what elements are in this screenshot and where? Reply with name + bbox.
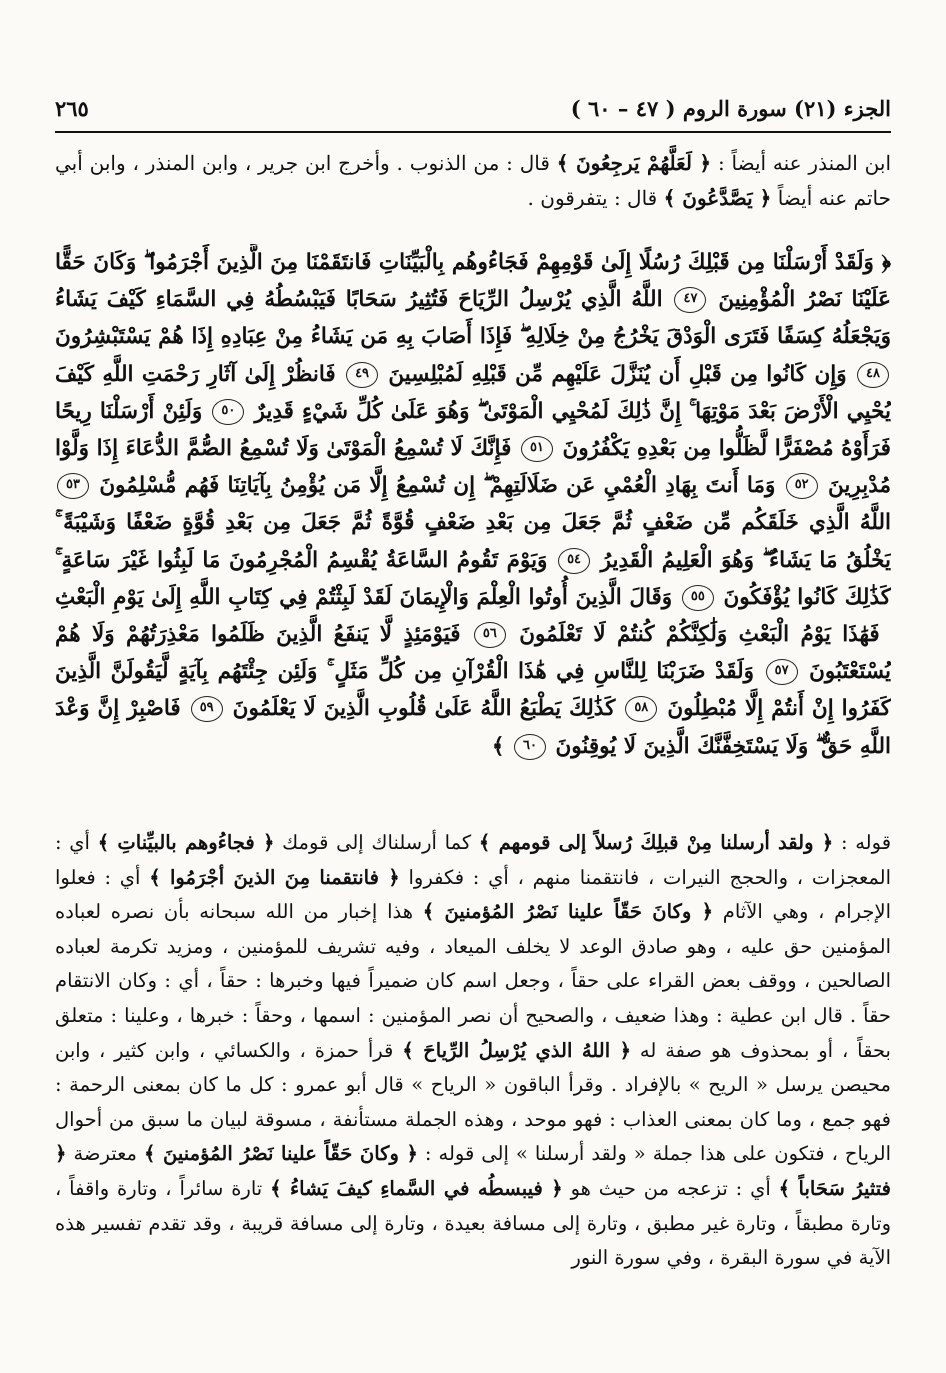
ayah-number-marker: ٥٣ xyxy=(57,473,89,499)
commentary-text: معترضة xyxy=(73,1142,137,1166)
header-rule xyxy=(55,131,891,133)
ayah-text: وَإِن كَانُوا مِن قَبْلِ أَن يُنَزَّلَ عَلَيْهِم مِّن قَبْلِهِ لَمُبْلِسِينَ xyxy=(388,361,847,387)
ayah-number-marker: ٥٦ xyxy=(474,622,506,648)
commentary-block xyxy=(55,826,891,1306)
ayah-number-marker: ٥٧ xyxy=(766,659,798,685)
ayah-text: وَقَالَ الَّذِينَ أُوتُوا الْعِلْمَ وَالْإِيمَانَ لَقَدْ لَبِثْتُمْ فِي كِتَابِ اللَّهِ إِلَىٰ يَوْمِ الْبَعْثِ ۖ فَهَٰذَا يَوْمُ الْبَعْثِ وَلَٰكِنَّكُمْ كُنتُمْ لَا تَعْلَمُونَ xyxy=(55,584,891,648)
ayah-number-marker: ٤٨ xyxy=(857,362,889,388)
ayah-text: اللَّهُ الَّذِي يُرْسِلُ الرِّيَاحَ فَتُثِيرُ سَحَابًا فَيَبْسُطُهُ فِي السَّمَاءِ كَيْفَ يَشَاءُ وَيَجْعَلُهُ كِسَفًا فَتَرَى الْوَدْقَ يَخْرُجُ مِنْ خِلَالِهِ ۖ فَإِذَا أَصَابَ بِهِ مَن يَشَاءُ مِنْ عِبَادِهِ إِذَا هُمْ يَسْتَبْشِرُونَ xyxy=(55,287,891,350)
page-number: ٢٦٥ xyxy=(55,95,89,121)
commentary-text: قوله : xyxy=(840,831,891,854)
ayah-number-marker: ٥١ xyxy=(521,436,553,462)
ayah-text: وَلَئِنْ أَرْسَلْنَا رِيحًا فَرَأَوْهُ مُصْفَرًّا لَّظَلُّوا مِن بَعْدِهِ يَكْفُرُونَ xyxy=(55,398,891,462)
quran-quote: ﴿ وكانَ حَقّاً علينا نَصْرُ المُؤمنينَ ﴾ xyxy=(143,1142,418,1166)
ayah-number-marker: ٥٨ xyxy=(625,696,657,722)
ayah-number-marker: ٦٠ xyxy=(514,734,546,760)
quran-quote: ﴿ فتثيرُ سَحَاباً ﴾ xyxy=(55,1142,891,1200)
quran-verses-block xyxy=(55,244,891,812)
ayah-number-marker: ٥٠ xyxy=(212,399,244,425)
ayah-text: اللَّهُ الَّذِي خَلَقَكُم مِّن ضَعْفٍ ثُمَّ جَعَلَ مِن بَعْدِ ضَعْفٍ قُوَّةً ثُمَّ جَعَلَ مِن بَعْدِ قُوَّةٍ ضَعْفًا وَشَيْبَةً ۚ يَخْلُقُ مَا يَشَاءُ ۖ وَهُوَ الْعَلِيمُ الْقَدِيرُ xyxy=(55,510,891,573)
ayah-number-marker: ٤٧ xyxy=(674,287,706,313)
ayah-text: كَذَٰلِكَ يَطْبَعُ اللَّهُ عَلَىٰ قُلُوبِ الَّذِينَ لَا يَعْلَمُونَ xyxy=(232,696,616,722)
closing-bracket: ﴾ xyxy=(491,733,505,759)
intro-paragraph xyxy=(55,146,891,216)
intro-text: حاتم عنه أيضاً xyxy=(777,186,891,210)
commentary-text: هذا إخبار من الله سبحانه بأن نصره لعباده المؤمنين حق عليه ، وهو صادق الوعد لا يخلف الميعاد ، وفيه تشريف للمؤمنين ، ومزيد تكرمة لعباده الصالحين ، ووقف بعض القراء على حقاً ، وجعل اسم كان ضميراً فيها وخبرها : حقاً ، أي : وكان الانتقام حقاً . قال ابن عطية : وهذا ضعيف ، والصحيح أن نصر المؤمنين : اسمها ، وحقاً : خبرها ، وعلينا : متعلق بحقاً ، أو بمحذوف هو صفة له xyxy=(55,900,891,1062)
quran-quote: ﴿ وكانَ حَقّاً علينا نَصْرُ المُؤمنينَ ﴾ xyxy=(422,900,714,924)
ayah-text: وَيَوْمَ تَقُومُ السَّاعَةُ يُقْسِمُ الْمُجْرِمُونَ مَا لَبِثُوا غَيْرَ سَاعَةٍ ۚ كَذَٰلِكَ كَانُوا يُؤْفَكُونَ xyxy=(55,547,891,610)
ayah-text: وَلَقَدْ ضَرَبْنَا لِلنَّاسِ فِي هَٰذَا الْقُرْآنِ مِن كُلِّ مَثَلٍ ۚ وَلَئِن جِئْتَهُم بِآيَةٍ لَّيَقُولَنَّ الَّذِينَ كَفَرُوا إِنْ أَنتُمْ إِلَّا مُبْطِلُونَ xyxy=(55,659,891,722)
quran-quote: ﴿ فجاءُوهم بالبيِّناتِ ﴾ xyxy=(97,831,275,854)
ayah-number-marker: ٥٩ xyxy=(191,696,223,722)
ayah-text: فَيَوْمَئِذٍ لَّا يَنفَعُ الَّذِينَ ظَلَمُوا مَعْذِرَتُهُمْ وَلَا هُمْ يُسْتَعْتَبُونَ xyxy=(55,622,891,685)
ayah-number-marker: ٥٥ xyxy=(682,585,714,611)
ayah-text: وَمَا أَنتَ بِهَادِ الْعُمْيِ عَن ضَلَالَتِهِمْ ۖ إِن تُسْمِعُ إِلَّا مَن يُؤْمِنُ بِآيَاتِنَا فَهُم مُّسْلِمُونَ xyxy=(99,473,776,499)
header-title: الجزء (٢١) سورة الروم ( ٤٧ – ٦٠ ) xyxy=(570,95,891,121)
quran-quote: ﴿ فيبسطُه في السَّماءِ كيفَ يَشاءُ ﴾ xyxy=(270,1176,563,1200)
intro-text: ابن المنذر عنه أيضاً : xyxy=(717,151,892,175)
running-header xyxy=(55,92,891,124)
commentary-text: تارة سائراً ، وتارة واقفاً ، وتارة مطبقاً ، وتارة غير مطبق ، وتارة إلى مسافة بعيدة ، وتارة إلى مسافة قريبة ، وقد تقدم تفسير هذه الآية في سورة البقرة ، وفي سورة النور xyxy=(55,1176,891,1270)
intro-text: قال : من الذنوب . وأخرج ابن جرير ، وابن المنذر ، وابن أبي xyxy=(55,151,550,175)
quran-quote: ﴿ فانتقمنا مِنَ الذينَ أجْرَمُوا ﴾ xyxy=(149,865,400,889)
commentary-text: كما أرسلناك إلى قومك xyxy=(282,831,472,854)
commentary-text: أي : فعلوا الإجرام ، وهي الآثام xyxy=(55,865,891,924)
quran-quote: ﴿ يَصَّدَّعُونَ ﴾ xyxy=(663,186,772,210)
ayah-text: ﴿ وَلَقَدْ أَرْسَلْنَا مِن قَبْلِكَ رُسُلًا إِلَىٰ قَوْمِهِمْ فَجَاءُوهُم بِالْبَيِّنَاتِ فَانتَقَمْنَا مِنَ الَّذِينَ أَجْرَمُوا ۖ وَكَانَ حَقًّا عَلَيْنَا نَصْرُ الْمُؤْمِنِينَ xyxy=(55,250,891,313)
commentary-text: قرأ حمزة ، والكسائي ، وابن كثير ، وابن محيصن يرسل « الريح » بالإفراد . وقرأ الباقون « الرياح » قال أبو عمرو : كل ما كان بمعنى الرحمة : فهو جمع ، وما كان بمعنى العذاب : فهو موحد ، وهذه الجملة مستأنفة ، مسوقة لبيان ما سبق من أحوال الرياح ، فتكون على هذا جملة « ولقد أرسلنا » إلى قوله : xyxy=(55,1038,891,1166)
commentary-text: أي : تزعجه من حيث هو xyxy=(570,1176,771,1200)
quran-quote: ﴿ ولقد أرسلنا مِنْ قبلِكَ رُسلاً إلى قومهم ﴾ xyxy=(478,831,834,854)
ayah-number-marker: ٥٢ xyxy=(786,473,818,499)
verses-paragraph xyxy=(55,244,891,765)
quran-quote: ﴿ لَعَلَّهُمْ يَرجِعُونَ ﴾ xyxy=(556,151,712,175)
ayah-number-marker: ٥٤ xyxy=(558,548,590,574)
ayah-number-marker: ٤٩ xyxy=(346,362,378,388)
ayah-text: فَإِنَّكَ لَا تُسْمِعُ الْمَوْتَىٰ وَلَا تُسْمِعُ الصُّمَّ الدُّعَاءَ إِذَا وَلَّوْا مُدْبِرِينَ xyxy=(55,436,891,499)
intro-text: قال : يتفرقون . xyxy=(527,186,658,210)
quran-quote: ﴿ اللهُ الذي يُرْسِلُ الرِّياحَ ﴾ xyxy=(402,1038,632,1062)
ayah-text: فَانظُرْ إِلَىٰ آثَارِ رَحْمَتِ اللَّهِ كَيْفَ يُحْيِي الْأَرْضَ بَعْدَ مَوْتِهَا ۚ إِنَّ ذَٰلِكَ لَمُحْيِي الْمَوْتَىٰ ۖ وَهُوَ عَلَىٰ كُلِّ شَيْءٍ قَدِيرٌ xyxy=(55,361,891,424)
ayah-text: فَاصْبِرْ إِنَّ وَعْدَ اللَّهِ حَقٌّ ۖ وَلَا يَسْتَخِفَّنَّكَ الَّذِينَ لَا يُوقِنُونَ xyxy=(55,696,891,759)
commentary-text: أي : المعجزات ، والحجج النيرات ، فانتقمنا منهم ، أي : فكفروا xyxy=(55,831,891,889)
